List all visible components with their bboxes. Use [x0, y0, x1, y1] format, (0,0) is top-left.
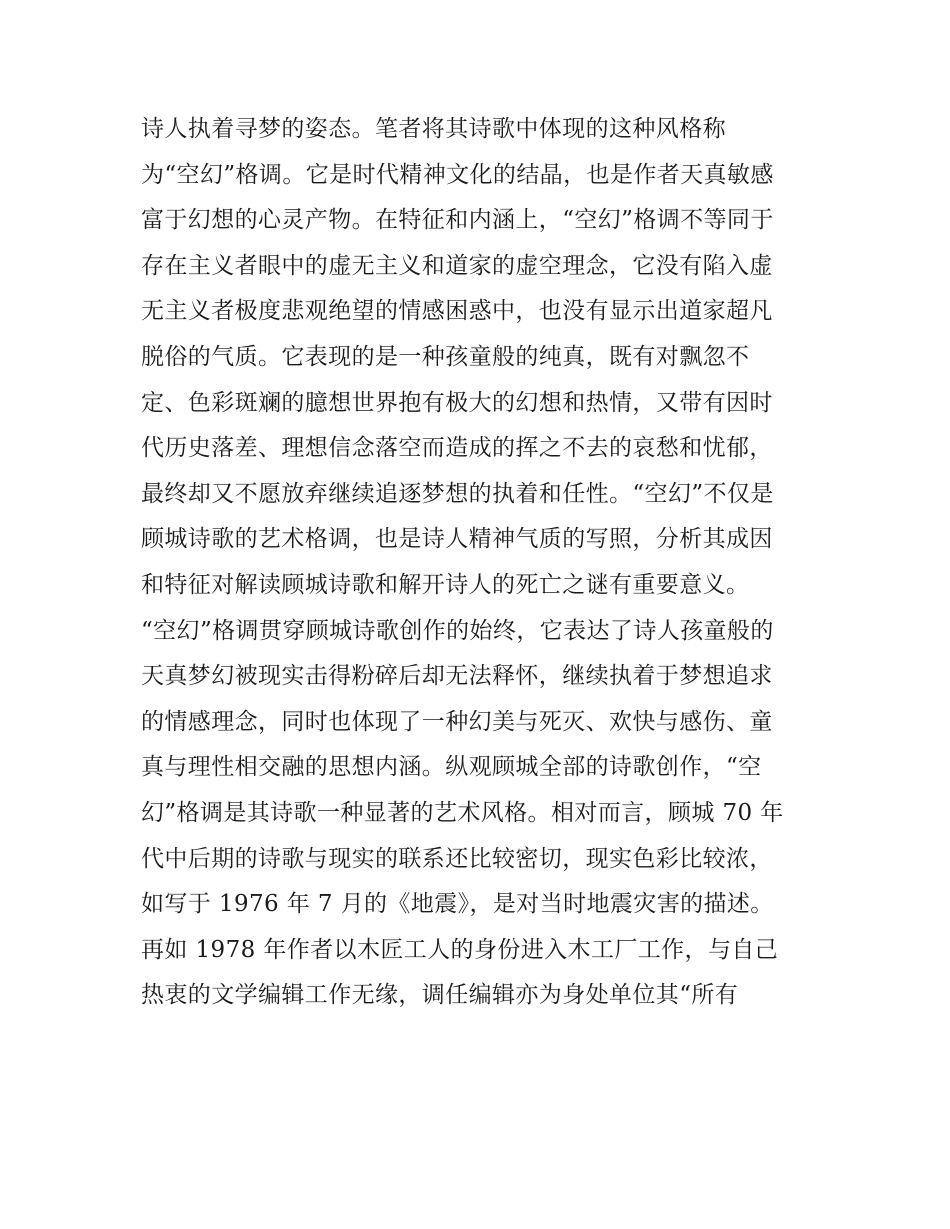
text-line: 脱俗的气质。它表现的是一种孩童般的纯真，既有对飘忽不: [141, 343, 750, 370]
text-line: 最终却又不愿放弃继续追逐梦想的执着和任性。“空幻”不仅是: [141, 480, 774, 507]
text-line: 再如 1978 年作者以木匠工人的身份进入木工厂工作，与自己: [141, 936, 779, 963]
text-line: 为“空幻”格调。它是时代精神文化的结晶，也是作者天真敏感: [141, 161, 774, 188]
text-line: 热衷的文学编辑工作无缘，调任编辑亦为身处单位其“所有: [141, 982, 739, 1009]
text-line: 幻”格调是其诗歌一种显著的艺术风格。相对而言，顾城 70 年: [141, 799, 784, 826]
text-line: 天真梦幻被现实击得粉碎后却无法释怀，继续执着于梦想追求: [141, 663, 773, 690]
text-line: 真与理性相交融的思想内涵。纵观顾城全部的诗歌创作，“空: [141, 754, 762, 781]
body-text: [141, 107, 821, 1019]
text-line: 和特征对解读顾城诗歌和解开诗人的死亡之谜有重要意义。: [141, 571, 750, 598]
text-line: 无主义者极度悲观绝望的情感困惑中，也没有显示出道家超凡: [141, 298, 773, 325]
text-line: 诗人执着寻梦的姿态。笔者将其诗歌中体现的这种风格称: [141, 116, 726, 142]
text-line: 富于幻想的心灵产物。在特征和内涵上，“空幻”格调不等同于: [141, 207, 774, 234]
text-line: 定、色彩斑斓的臆想世界抱有极大的幻想和热情，又带有因时: [141, 389, 773, 416]
text-line: “空幻”格调贯穿顾城诗歌创作的始终，它表达了诗人孩童般的: [141, 617, 774, 644]
text-line: 顾城诗歌的艺术格调，也是诗人精神气质的写照，分析其成因: [141, 526, 773, 553]
text-line: 的情感理念，同时也体现了一种幻美与死灭、欢快与感伤、童: [141, 708, 773, 735]
text-line: 存在主义者眼中的虚无主义和道家的虚空理念，它没有陷入虚: [141, 252, 773, 279]
text-line: 代历史落差、理想信念落空而造成的挥之不去的哀愁和忧郁，: [141, 435, 773, 462]
text-line: 如写于 1976 年 7 月的《地震》，是对当时地震灾害的描述。: [141, 891, 774, 918]
text-line: 代中后期的诗歌与现实的联系还比较密切，现实色彩比较浓，: [141, 845, 773, 872]
